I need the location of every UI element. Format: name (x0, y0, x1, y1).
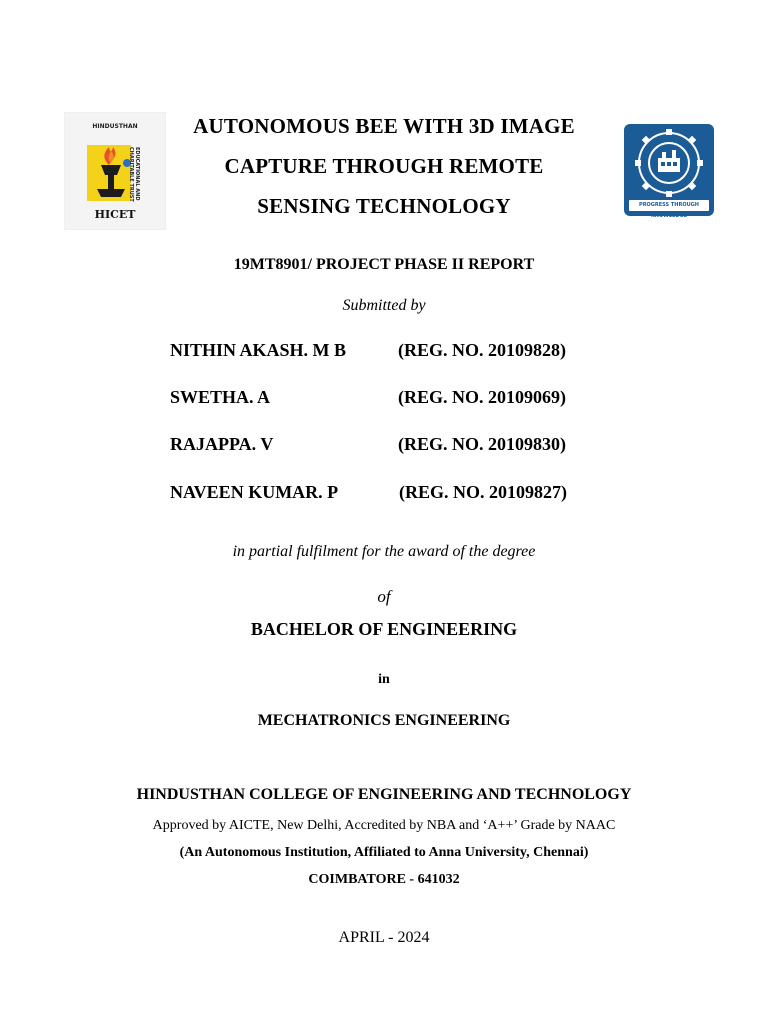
anna-university-motto: PROGRESS THROUGH KNOWLEDGE (629, 200, 709, 211)
student-reg-no: (REG. NO. 20109828) (398, 340, 566, 360)
student-row (170, 434, 640, 458)
submission-date: APRIL - 2024 (338, 929, 430, 946)
hicet-logo-side-text: EDUCATIONAL AND CHARITABLE TRUST (128, 147, 140, 202)
hicet-logo-top-text: HINDUSTHAN (92, 123, 138, 130)
college-name: HINDUSTHAN COLLEGE OF ENGINEERING AND TECHNOLOGY (136, 786, 632, 803)
student-name: SWETHA. A (170, 387, 271, 407)
college-affiliation: (An Autonomous Institution, Affiliated to Anna University, Chennai) (179, 845, 589, 860)
student-row (170, 340, 640, 364)
student-row (170, 387, 640, 411)
degree-name: BACHELOR OF ENGINEERING (250, 619, 518, 639)
report-code: 19MT8901/ PROJECT PHASE II REPORT (233, 256, 535, 273)
student-name: NAVEEN KUMAR. P (170, 482, 339, 502)
of-text: of (377, 587, 391, 606)
report-title-line-2: CAPTURE THROUGH REMOTE (224, 154, 544, 178)
in-text: in (378, 672, 390, 687)
student-row (170, 482, 640, 506)
student-name: NITHIN AKASH. M B (170, 340, 347, 360)
student-reg-no: (REG. NO. 20109069) (398, 387, 566, 407)
hicet-logo-label: HICET (94, 208, 136, 221)
student-reg-no: (REG. NO. 20109830) (398, 434, 566, 454)
report-title-line-3: SENSING TECHNOLOGY (257, 194, 511, 218)
college-approval: Approved by AICTE, New Delhi, Accredited by NBA and ‘A++’ Grade by NAAC (152, 818, 616, 833)
branch-name: MECHATRONICS ENGINEERING (257, 712, 511, 729)
partial-fulfilment-text: in partial fulfilment for the award of the degree (232, 543, 536, 560)
student-name: RAJAPPA. V (170, 434, 274, 454)
student-reg-no: (REG. NO. 20109827) (399, 482, 567, 502)
submitted-by-label: Submitted by (342, 297, 426, 314)
report-title-line-1: AUTONOMOUS BEE WITH 3D IMAGE (193, 114, 575, 138)
college-location: COIMBATORE - 641032 (308, 872, 460, 887)
